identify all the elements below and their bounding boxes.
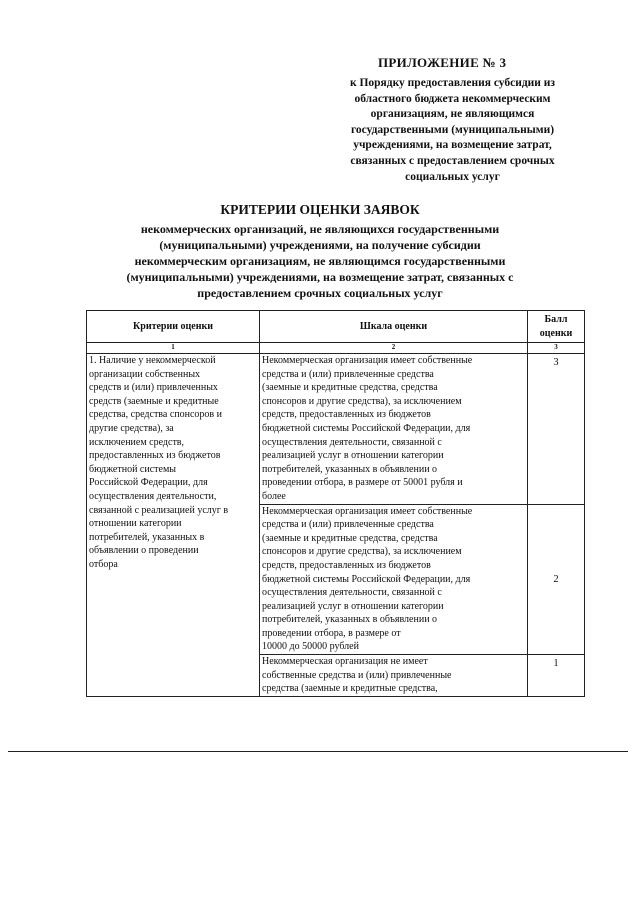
appendix-subtitle-line: организациям, не являющимся	[370, 108, 535, 121]
scale-line: средств, предоставленных из бюджетов	[262, 409, 431, 421]
appendix-title: ПРИЛОЖЕНИЕ № 3	[378, 55, 507, 70]
scale-line: (заемные и кредитные средства, средства	[262, 532, 438, 544]
scale-line: средства и (или) привлеченные средства	[262, 368, 434, 380]
scale-line: проведении отбора, в размере от 50001 рубля и	[262, 477, 463, 489]
scale-cell	[260, 504, 528, 655]
criterion-line: 1. Наличие у некоммерческой	[89, 355, 216, 366]
criterion-line: средств (заемные и кредитные	[89, 395, 219, 407]
criteria-table	[86, 310, 585, 697]
scale-line: осуществления деятельности, связанной с	[262, 587, 442, 599]
criterion-line: отбора	[89, 558, 118, 570]
scale-cell	[260, 354, 528, 505]
scale-line: спонсоров и другие средства), за исключением	[262, 546, 462, 558]
column-number: 1	[87, 343, 260, 354]
table-header-row	[87, 311, 585, 343]
scale-line: реализацией услуг в отношении категории	[262, 450, 444, 462]
scale-line: (заемные и кредитные средства, средства	[262, 382, 438, 394]
score-cell: 1	[528, 655, 585, 697]
header-scale: Шкала оценки	[260, 311, 528, 343]
criterion-line: организации собственных	[89, 368, 201, 380]
scale-line: средств, предоставленных из бюджетов	[262, 559, 431, 571]
column-number: 2	[260, 343, 528, 354]
appendix-subtitle-line: учреждениями, на возмещение затрат,	[353, 139, 552, 152]
criterion-cell	[87, 354, 260, 697]
scale-line: проведении отбора, в размере от	[262, 627, 401, 639]
criterion-line: отношении категории	[89, 518, 182, 530]
criterion-line: бюджетной системы	[89, 463, 177, 475]
document-title: КРИТЕРИИ ОЦЕНКИ ЗАЯВОК	[220, 202, 420, 217]
criterion-line: связанной с реализацией услуг в	[89, 504, 229, 516]
score-cell: 2	[528, 504, 585, 655]
appendix-subtitle	[310, 76, 595, 185]
appendix-subtitle-line: областного бюджета некоммерческим	[354, 92, 551, 105]
header-criteria: Критерии оценки	[87, 311, 260, 343]
column-number-row	[87, 343, 585, 354]
scale-line: 10000 до 50000 рублей	[262, 641, 359, 653]
scale-line: средства и (или) привлеченные средства	[262, 519, 434, 531]
scale-line: спонсоров и другие средства), за исключением	[262, 395, 462, 407]
scale-line: бюджетной системы Российской Федерации, для	[262, 573, 471, 585]
appendix-subtitle-line: социальных услуг	[405, 170, 500, 183]
scale-line: реализацией услуг в отношении категории	[262, 600, 444, 612]
document-subtitle-line: (муниципальными) учреждениями, на получение субсидии	[159, 238, 481, 252]
scale-line: средства (заемные и кредитные средства,	[262, 683, 438, 695]
appendix-subtitle-line: связанных с предоставлением срочных	[350, 154, 555, 167]
scale-line: Некоммерческая организация имеет собственные	[262, 505, 473, 517]
scale-line: Некоммерческая организация имеет собственные	[262, 355, 473, 366]
page-bottom-rule	[8, 751, 628, 752]
criterion-line: Российской Федерации, для	[89, 477, 208, 489]
table-row	[87, 354, 585, 505]
criterion-line: предоставленных из бюджетов	[89, 450, 221, 462]
document-subtitle	[80, 221, 560, 301]
scale-line: потребителей, указанных в объявлении о	[262, 614, 438, 626]
document-subtitle-line: некоммерческим организациям, не являющимся государственными	[134, 254, 506, 268]
criterion-line: другие средства), за	[89, 422, 174, 434]
criterion-line: осуществления деятельности,	[89, 490, 217, 502]
column-number: 3	[528, 343, 585, 354]
scale-line: потребителей, указанных в объявлении о	[262, 463, 438, 475]
scale-line: Некоммерческая организация не имеет	[262, 656, 428, 668]
scale-line: собственные средства и (или) привлеченные	[262, 669, 452, 681]
scale-cell	[260, 655, 528, 697]
score-cell: 3	[528, 354, 585, 505]
header-score: Балл оценки	[528, 311, 585, 343]
appendix-subtitle-line: к Порядку предоставления субсидии из	[349, 77, 556, 89]
scale-line: более	[262, 490, 286, 502]
criterion-line: средства, средства спонсоров и	[89, 409, 222, 421]
criterion-line: потребителей, указанных в	[89, 531, 205, 543]
appendix-subtitle-line: государственными (муниципальными)	[350, 123, 555, 136]
scale-line: бюджетной системы Российской Федерации, для	[262, 422, 471, 434]
scale-line: осуществления деятельности, связанной с	[262, 436, 442, 448]
document-subtitle-line: предоставлением срочных социальных услуг	[197, 286, 443, 300]
document-subtitle-line: (муниципальными) учреждениями, на возмещение затрат, связанных с	[126, 270, 514, 284]
document-subtitle-line: некоммерческих организаций, не являющихся государственными	[140, 222, 500, 236]
criterion-line: исключением средств,	[89, 436, 185, 448]
criterion-line: средств и (или) привлеченных	[89, 382, 218, 394]
criterion-line: объявлении о проведении	[89, 545, 199, 557]
